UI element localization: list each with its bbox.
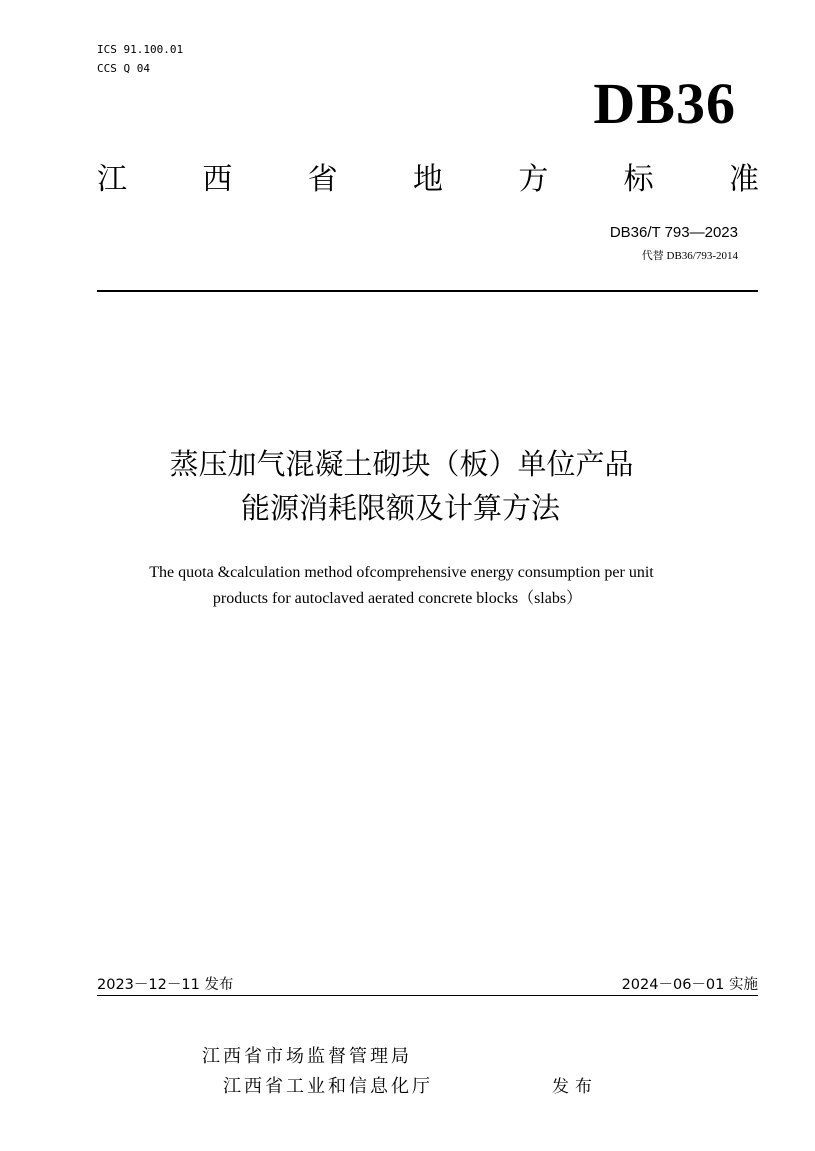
standard-type-char: 方 [518,162,549,197]
english-title-line1: The quota &calculation method ofcomprehensive energy consumption per unit [149,564,654,581]
standard-type-char: 地 [412,162,443,197]
publish-action: 发布 [552,1077,598,1097]
ccs-code: CCS Q 04 [97,62,150,75]
implementation-date: 2024－06－01 实施 [621,977,758,993]
chinese-title [0,442,815,530]
standard-type-char: 江 [97,162,127,197]
chinese-title-line2: 能源消耗限额及计算方法 [240,491,560,525]
header-divider [97,290,758,292]
replaces-note: 代替 DB36/793-2014 [641,250,738,262]
publisher-1: 江西省市场监督管理局 [202,1046,412,1067]
standard-type-char: 省 [307,162,338,197]
english-title [0,560,815,612]
issue-date: 2023－12－11 发布 [97,977,234,993]
standard-number: DB36/T 793—2023 [609,224,738,241]
standard-type-title [97,160,759,200]
publisher-2: 江西省工业和信息化厅 [223,1076,433,1097]
db-code: DB36 [593,71,736,136]
chinese-title-line1: 蒸压加气混凝土砌块（板）单位产品 [169,447,634,481]
footer-divider [97,995,758,996]
english-title-line2: products for autoclaved aerated concrete blocks（slabs） [212,590,583,607]
ics-code: ICS 91.100.01 [97,43,184,56]
standard-type-char: 标 [623,162,654,197]
classification-codes [97,40,183,78]
standard-type-char: 准 [728,162,759,197]
standard-type-char: 西 [202,162,233,197]
